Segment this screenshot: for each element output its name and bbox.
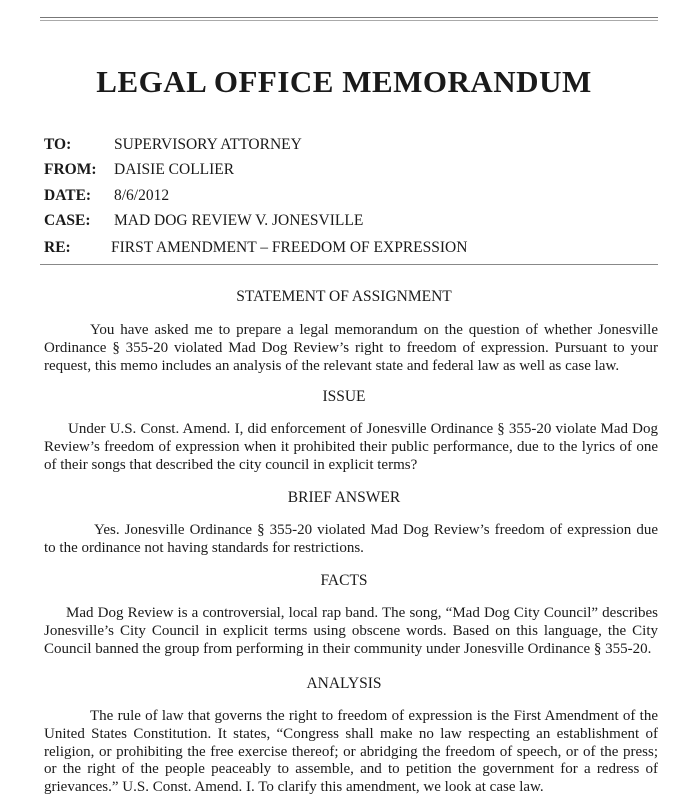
header-from-row [44,159,234,181]
from-value: DAISIE COLLIER [114,161,235,178]
issue-heading: ISSUE [322,388,366,405]
memo-title: LEGAL OFFICE MEMORANDUM [96,64,592,99]
re-value: FIRST AMENDMENT – FREEDOM OF EXPRESSION [111,239,468,256]
brief-answer-paragraph [44,522,658,558]
assignment-text: You have asked me to prepare a legal memorandum on the question of whether Jonesville Ordinance § 355-20 violated Mad Dog Review’s right to freedom of expression. Pursuant to your request, this memo includes an analysis of the relevant state and federal law as well as case law. [44,322,658,374]
to-value: SUPERVISORY ATTORNEY [114,136,302,153]
brief-answer-heading: BRIEF ANSWER [287,489,401,506]
date-value: 8/6/2012 [114,187,170,204]
header-to-row [44,134,302,156]
top-rule-secondary [40,20,658,21]
case-value: MAD DOG REVIEW V. JONESVILLE [114,212,364,229]
assignment-paragraph [44,322,658,375]
facts-heading: FACTS [320,572,368,589]
analysis-text: The rule of law that governs the right to freedom of expression is the First Amendment of the United States Constitution. It states, “Congress shall make no law respecting an establishment of religion, or prohibiting the free exercise thereof; or abridging the freedom of speech, or of the press; or the right of the people peaceably to assemble, and to petition the government for a redress of grievances.” U.S. Const. Amend. I. To clarify this amendment, we look at case law. [44,708,658,796]
re-label: RE: [44,239,71,256]
issue-paragraph [44,421,658,474]
date-label: DATE: [44,187,92,204]
header-date-row [44,185,169,207]
from-label: FROM: [44,161,97,178]
top-rule [40,17,658,18]
facts-text: Mad Dog Review is a controversial, local rap band. The song, “Mad Dog City Council” describes Jonesville’s City Council in explicit terms using obscene words. Based on this language, the City Council banned the group from performing in their community under Jonesville Ordinance § 355-20. [44,605,658,657]
brief-answer-text: Yes. Jonesville Ordinance § 355-20 violated Mad Dog Review’s freedom of expression due to the ordinance not having standards for restrictions. [44,522,658,556]
to-label: TO: [44,136,72,153]
assignment-heading: STATEMENT OF ASSIGNMENT [236,288,452,305]
issue-text: Under U.S. Const. Amend. I, did enforcement of Jonesville Ordinance § 355-20 violate Mad Dog Review’s freedom of expression when it prohibited their public performance, due to the lyrics of one of their songs that described the city council in explicit terms? [44,421,658,473]
analysis-paragraph [44,708,658,797]
case-label: CASE: [44,212,91,229]
facts-paragraph [44,605,658,658]
header-case-row [44,210,363,232]
header-divider [40,264,658,265]
header-re-row [44,237,467,259]
analysis-heading: ANALYSIS [306,675,382,692]
